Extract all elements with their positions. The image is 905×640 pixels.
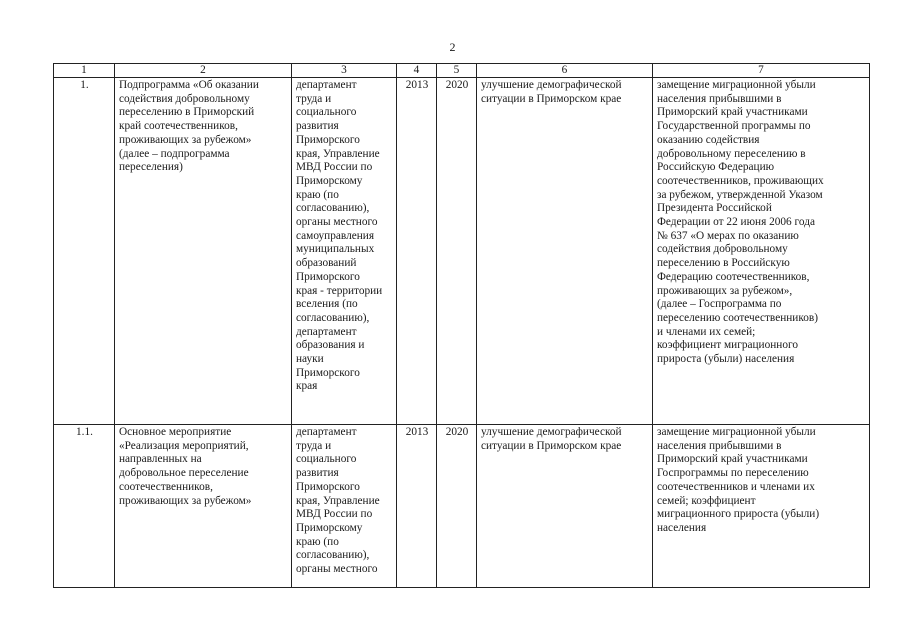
- row-number: 1.1.: [54, 425, 115, 588]
- end-year: 2020: [437, 78, 477, 425]
- column-number-2: 2: [115, 64, 292, 78]
- responsible-executor: департамент труда и социального развития Приморского края, Управление МВД России по Приморскому краю (по согласованию), органы местного: [292, 425, 397, 588]
- table-row: [54, 425, 870, 588]
- start-year: 2013: [397, 78, 437, 425]
- end-year: 2020: [437, 425, 477, 588]
- measure-name: Подпрограмма «Об оказании содействия добровольному переселению в Приморский край соотечественников, проживающих за рубежом» (далее – подпрограмма переселения): [115, 78, 292, 425]
- column-number-5: 5: [437, 64, 477, 78]
- table-row: [54, 78, 870, 425]
- measure-name: Основное мероприятие «Реализация мероприятий, направленных на добровольное переселение соотечественников, проживающих за рубежом»: [115, 425, 292, 588]
- page-number: 2: [449, 40, 456, 54]
- column-number-1: 1: [54, 64, 115, 78]
- indicator-link: замещение миграционной убыли населения прибывшими в Приморский край участниками Госпрограммы по переселению соотечественников и членами их семей; коэффициент миграционного прироста (убыли) населения: [653, 425, 870, 588]
- indicator-link: замещение миграционной убыли населения прибывшими в Приморский край участниками Государственной программы по оказанию содействия добровольному переселению в Российскую Федерацию соотечественников, проживающих за рубежом, утвержденной Указом Президента Российской Федерации от 22 июня 2006 года № 637 «О мерах по оказанию содействия добровольному переселению в Российскую Федерацию соотечественников, проживающих за рубежом», (далее – Госпрограмма по переселению соотечественников) и членами их семей; коэффициент миграционного прироста (убыли) населения: [653, 78, 870, 425]
- responsible-executor: департамент труда и социального развития Приморского края, Управление МВД России по Приморскому краю (по согласованию), органы местного самоуправления муниципальных образований Приморского края - территории вселения (по согласованию), департамент образования и науки Приморского края: [292, 78, 397, 425]
- row-number: 1.: [54, 78, 115, 425]
- start-year: 2013: [397, 425, 437, 588]
- expected-result: улучшение демографической ситуации в Приморском крае: [477, 78, 653, 425]
- expected-result: улучшение демографической ситуации в Приморском крае: [477, 425, 653, 588]
- column-number-3: 3: [292, 64, 397, 78]
- column-number-4: 4: [397, 64, 437, 78]
- column-number-6: 6: [477, 64, 653, 78]
- column-number-row: [54, 64, 870, 78]
- program-table: [53, 63, 870, 588]
- column-number-7: 7: [653, 64, 870, 78]
